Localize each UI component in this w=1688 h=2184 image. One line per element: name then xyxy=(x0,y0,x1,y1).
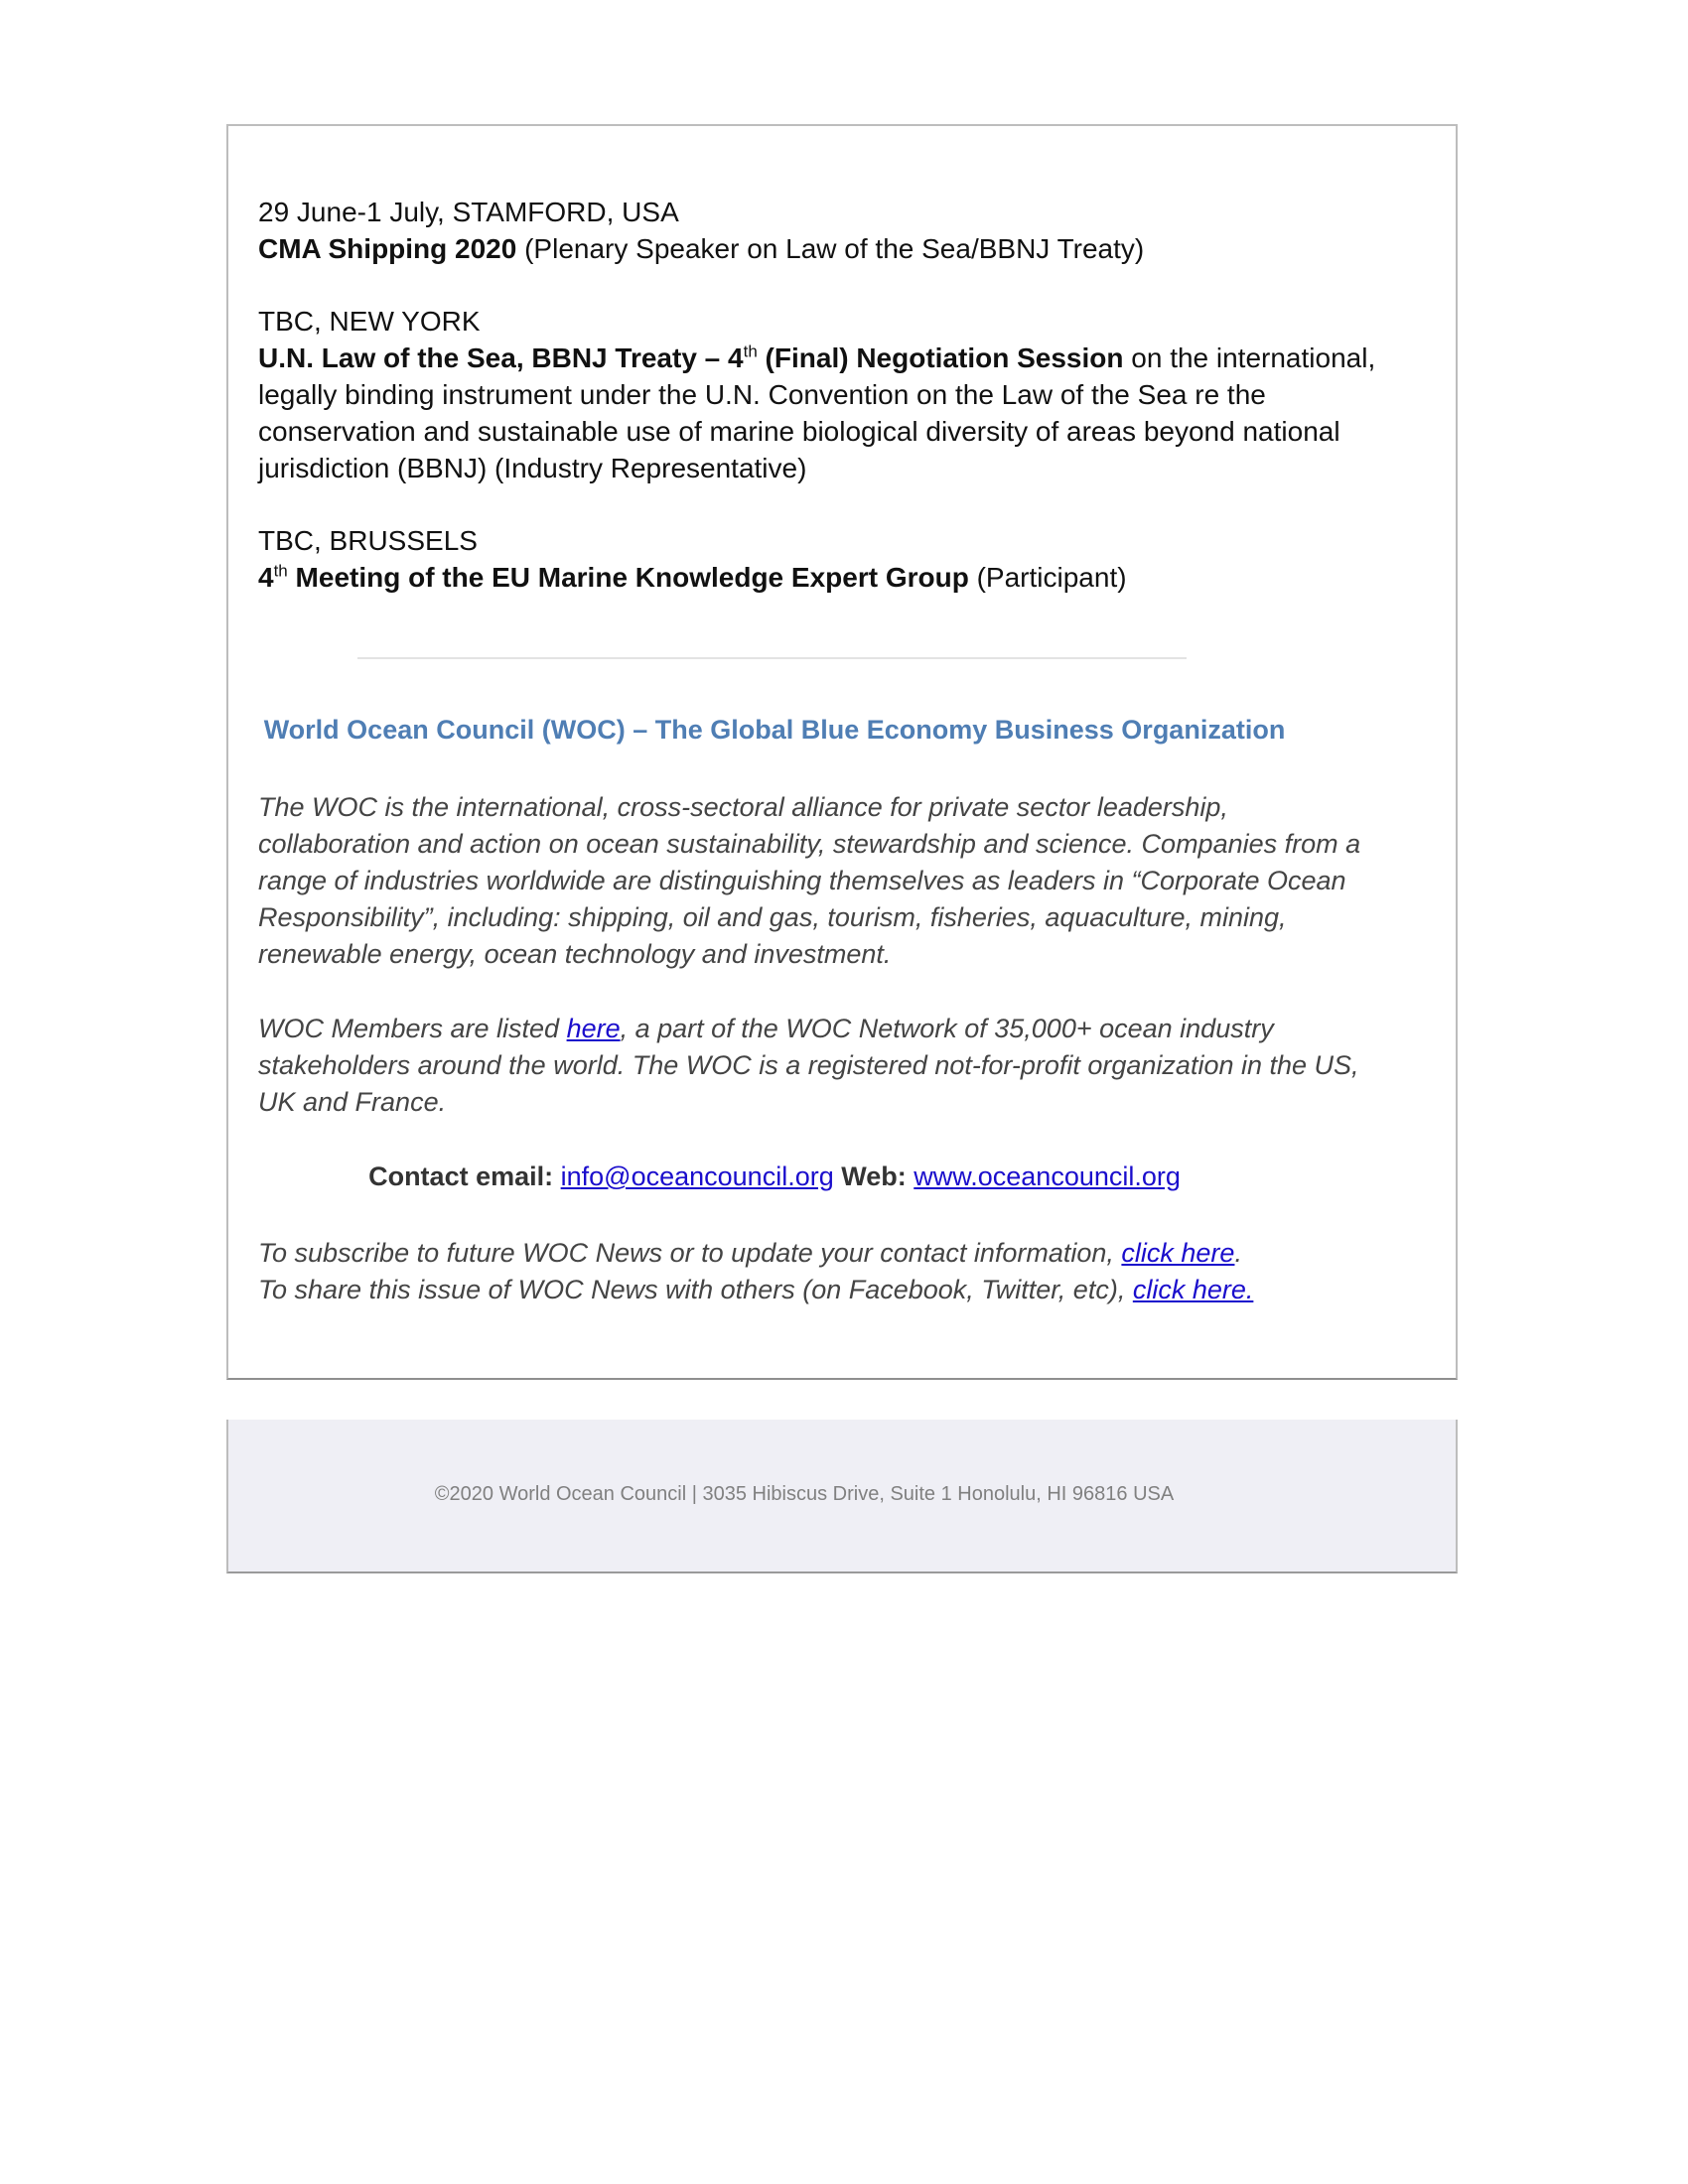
share-text: To share this issue of WOC News with others (on Facebook, Twitter, etc), xyxy=(258,1275,1133,1304)
event-details xyxy=(258,559,1400,596)
members-text-after: , a part of the WOC Network of 35,000+ ocean industry stakeholders around the world. The WOC is a registered not-for-profit organization in the US, UK and France. xyxy=(258,1014,1359,1117)
contact-web-label: Web: xyxy=(841,1161,907,1191)
event-details xyxy=(258,340,1400,486)
contact-email-label: Contact email: xyxy=(368,1161,554,1191)
members-paragraph xyxy=(258,1011,1370,1121)
event-item xyxy=(258,303,1400,486)
subscribe-block xyxy=(258,1235,1370,1308)
event-details xyxy=(258,230,1400,267)
footer-panel xyxy=(226,1420,1458,1573)
event-title: U.N. Law of the Sea, BBNJ Treaty – 4 xyxy=(258,342,744,373)
subscribe-text: To subscribe to future WOC News or to update your contact information, xyxy=(258,1238,1122,1268)
event-title-sup: th xyxy=(273,561,288,581)
event-location: TBC, NEW YORK xyxy=(258,306,481,337)
subscribe-period: . xyxy=(1234,1238,1242,1268)
event-description: (Participant) xyxy=(968,562,1127,593)
members-here-link[interactable]: here xyxy=(566,1014,621,1043)
subscribe-click-here-link[interactable]: click here xyxy=(1121,1238,1235,1268)
newsletter-main-panel xyxy=(226,124,1458,1380)
share-click-here-link[interactable]: click here. xyxy=(1132,1275,1254,1304)
event-item xyxy=(258,194,1400,267)
contact-email-link[interactable]: info@oceancouncil.org xyxy=(560,1161,834,1191)
event-title: 4 xyxy=(258,562,274,593)
event-location: TBC, BRUSSELS xyxy=(258,525,478,556)
event-item xyxy=(258,522,1400,596)
event-location: 29 June-1 July, STAMFORD, USA xyxy=(258,197,679,227)
members-text-before: WOC Members are listed xyxy=(258,1014,567,1043)
contact-line xyxy=(228,1159,1321,1194)
org-heading: World Ocean Council (WOC) – The Global Blue Economy Business Organization xyxy=(263,715,1286,745)
event-description: (Plenary Speaker on Law of the Sea/BBNJ Treaty) xyxy=(516,233,1145,264)
section-divider xyxy=(357,657,1187,659)
share-line xyxy=(258,1272,1370,1308)
footer-address: ©2020 World Ocean Council | 3035 Hibiscus Drive, Suite 1 Honolulu, HI 96816 USA xyxy=(434,1483,1175,1505)
event-description: on the international, legally binding instrument under the U.N. Convention on the Law of the Sea re the conservation and sustainable use of marine biological diversity of areas beyond national jurisdiction (BBNJ) (Industry Representative) xyxy=(258,342,1376,483)
contact-web-link[interactable]: www.oceancouncil.org xyxy=(914,1161,1181,1191)
org-intro-paragraph: The WOC is the international, cross-sectoral alliance for private sector leadership, collaboration and action on ocean sustainability, stewardship and science. Companies from a range of industries worldwide are distinguishing themselves as leaders in “Corporate Ocean Responsibility”, including: shipping, oil and gas, tourism, fisheries, aquaculture, mining, renewable energy, ocean technology and investment. xyxy=(258,792,1361,969)
subscribe-line xyxy=(258,1235,1370,1272)
event-title-after: Meeting of the EU Marine Knowledge Expert Group xyxy=(287,562,969,593)
event-title-sup: th xyxy=(743,341,758,361)
events-list xyxy=(258,194,1400,631)
event-title: CMA Shipping 2020 xyxy=(258,233,517,264)
event-title-after: (Final) Negotiation Session xyxy=(757,342,1124,373)
